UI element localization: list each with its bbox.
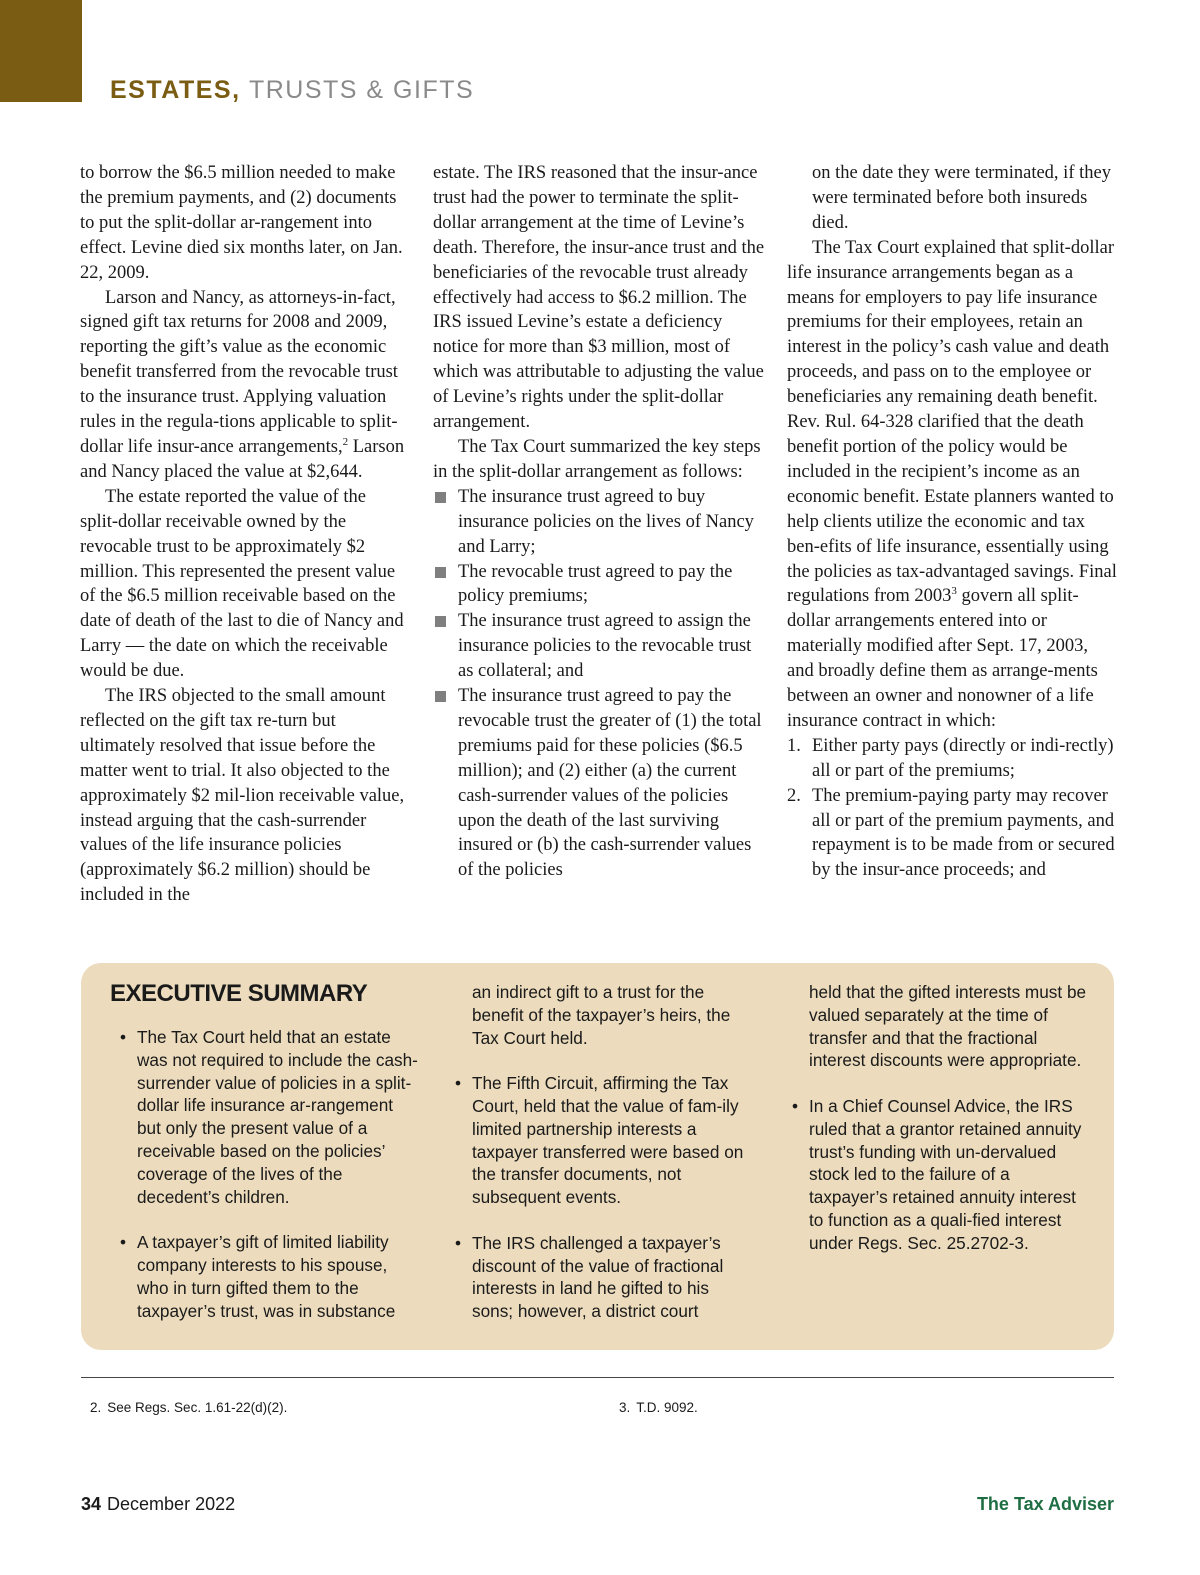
footnote-2	[90, 1400, 287, 1415]
paragraph-text: govern all split-dollar arrangements entered into or materially modified after Sept. 17, 2003, and broadly define them as arrange-ments between an owner and nonowner of a life insurance contract in which:	[787, 586, 1098, 731]
paragraph: on the date they were terminated, if they were terminated before both insureds died.	[812, 163, 1111, 233]
paragraph	[787, 236, 1117, 734]
section-header	[110, 76, 474, 105]
bullet-dot-icon: •	[120, 1232, 127, 1253]
list-item-text: The insurance trust agreed to buy insurance policies on the lives of Nancy and Larry;	[458, 486, 754, 557]
footnote-3	[619, 1400, 698, 1415]
footnote-text: See Regs. Sec. 1.61-22(d)(2).	[107, 1400, 288, 1415]
paragraph-text: The Tax Court explained that split-dollar life insurance arrangements began as a means for employers to pay life insurance premiums for their employees, retain an interest in the policy’s cash value and death proceeds, and pass on to the employee or beneficiaries any remaining death benefit. Rev. Rul. 64-328 clarified that the death benefit portion of the policy would be included in the recipient’s income as an economic benefit. Estate planners wanted to help clients utilize the economic and tax ben-efits of life insurance, essentially using the policies as tax-advantaged savings. Final regulations from 2003	[787, 237, 1117, 607]
paragraph: estate. The IRS reasoned that the insur-ance trust had the power to terminate the split-dollar arrangement at the time of Levine’s death. Therefore, the insur-ance trust and the beneficiaries of the revocable trust already effectively had access to $6.2 million. The IRS issued Levine’s estate a deficiency notice for more than $3 million, most of which was attributable to adjusting the value of Levine’s rights under the split-dollar arrangement.	[433, 163, 765, 433]
bullet-dot-icon: •	[120, 1027, 127, 1047]
section-header-bold: ESTATES,	[110, 76, 241, 104]
paragraph: The IRS objected to the small amount reflected on the gift tax re-turn but ultimately resolved that issue before the matter went to trial. It also objected to the approximately $2 mil-lion receivable value, instead arguing that the cash-surrender values of the life insurance policies (approximately $6.2 million) should be included in the	[80, 686, 405, 906]
paragraph: to borrow the $6.5 million needed to make the premium payments, and (2) documents to put the split-dollar ar-rangement into effect. Levine died six months later, on Jan. 22, 2009.	[80, 163, 403, 283]
list-item-text: The revocable trust agreed to pay the policy premiums;	[458, 561, 733, 607]
numbered-list	[787, 734, 1117, 883]
issue-date: December 2022	[107, 1494, 236, 1514]
paragraph-text: Larson and Nancy, as attorneys-in-fact, signed gift tax returns for 2008 and 2009, reporting the gift’s value as the economic benefit transferred from the revocable trust to the insurance trust. Applying valuation rules in the regula-tions applicable to split-dollar life insur-ance arrangements,	[80, 287, 398, 457]
executive-summary-title: EXECUTIVE SUMMARY	[110, 980, 368, 1007]
summary-continuation: held that the gifted interests must be valued separately at the time of transfer and that the fractional interest discounts were appropriate.	[809, 982, 1087, 1071]
square-bullet-icon	[435, 616, 446, 627]
summary-bullet-text: The IRS challenged a taxpayer’s discount of the value of fractional interests in land he gifted to his sons; however, a district court	[472, 1232, 724, 1322]
square-bullet-icon	[435, 567, 446, 578]
summary-bullet	[443, 1072, 753, 1209]
footnote-ref: 3	[951, 585, 957, 598]
summary-bullet	[108, 1026, 418, 1208]
paragraph	[80, 286, 408, 485]
summary-bullet-text: A taxpayer’s gift of limited liability company interests to his spouse, who in turn gifted them to the taxpayer’s trust, was in substance	[137, 1232, 396, 1321]
list-item-text: The insurance trust agreed to pay the revocable trust the greater of (1) the total premiums paid for these policies ($6.5 million); and (2) either (a) the current cash-surrender values of the policies upon the death of the last surviving insured or (b) the cash-surrender values of the policies	[458, 686, 762, 881]
summary-column-3	[780, 981, 1090, 1277]
summary-continuation: an indirect gift to a trust for the benefit of the taxpayer’s heirs, the Tax Court held.	[472, 982, 731, 1048]
paragraph: The Tax Court summarized the key steps in the split-dollar arrangement as follows:	[433, 436, 761, 482]
list-item-text: The premium-paying party may recover all or part of the premium payments, and repayment is to be made from or secured by the insur-ance proceeds; and	[812, 785, 1115, 881]
article-column-1	[80, 161, 408, 908]
footnote-text: T.D. 9092.	[636, 1400, 698, 1415]
list-item	[433, 485, 769, 560]
footnote-number: 2.	[90, 1400, 102, 1415]
summary-column-1	[108, 1026, 418, 1345]
footnote-number: 3.	[619, 1400, 631, 1415]
summary-bullet-text: The Fifth Circuit, affirming the Tax Court, held that the value of fam-ily limited partnership interests a taxpayer transferred were based on the transfer documents, not subsequent events.	[472, 1073, 744, 1208]
footnote-divider	[81, 1377, 1114, 1378]
summary-column-2	[443, 981, 753, 1346]
summary-bullet-text: In a Chief Counsel Advice, the IRS ruled that a grantor retained annuity trust’s funding with un-dervalued stock led to the failure of a taxpayer’s retained annuity interest to function as a quali-fied interest under Regs. Sec. 25.2702-3.	[809, 1095, 1082, 1253]
page-number: 34	[81, 1494, 102, 1514]
list-item	[787, 784, 1117, 884]
list-item-text: The insurance trust agreed to assign the insurance policies to the revocable trust as collateral; and	[458, 611, 752, 682]
paragraph-text: Larson and Nancy placed the value at $2,644.	[80, 436, 405, 482]
bullet-dot-icon: •	[792, 1095, 799, 1116]
paragraph: The estate reported the value of the split-dollar receivable owned by the revocable trust to be approximately $2 million. This represented the present value of the $6.5 million receivable based on the date of death of the last to die of Nancy and Larry — the date on which the receivable would be due.	[80, 486, 404, 682]
list-number: 2.	[787, 785, 801, 806]
journal-name: The Tax Adviser	[976, 1494, 1114, 1514]
executive-summary-box	[81, 963, 1114, 1350]
page-folio	[81, 1494, 235, 1515]
section-color-block	[0, 0, 82, 102]
summary-bullet	[108, 1231, 418, 1322]
list-number: 1.	[787, 735, 801, 756]
summary-bullet	[443, 1232, 753, 1323]
steps-list	[433, 485, 769, 884]
list-item-text: Either party pays (directly or indi-rectly) all or part of the premiums;	[812, 735, 1114, 781]
square-bullet-icon	[435, 691, 446, 702]
bullet-dot-icon: •	[455, 1232, 462, 1253]
footnote-ref: 2	[342, 435, 349, 448]
section-header-light: TRUSTS & GIFTS	[248, 76, 475, 104]
list-item	[787, 734, 1117, 784]
article-column-3	[787, 161, 1117, 883]
list-item	[433, 609, 769, 684]
list-item	[433, 560, 769, 610]
square-bullet-icon	[435, 492, 446, 503]
summary-bullet	[780, 1095, 1090, 1255]
list-item	[433, 684, 769, 883]
summary-bullet-text: The Tax Court held that an estate was not required to include the cash-surrender value of policies in a split-dollar life insurance ar-rangement but only the present value of a receivable based on the policies’ coverage of the lives of the decedent’s children.	[137, 1027, 418, 1207]
article-column-2	[433, 161, 769, 883]
bullet-dot-icon: •	[455, 1073, 462, 1094]
